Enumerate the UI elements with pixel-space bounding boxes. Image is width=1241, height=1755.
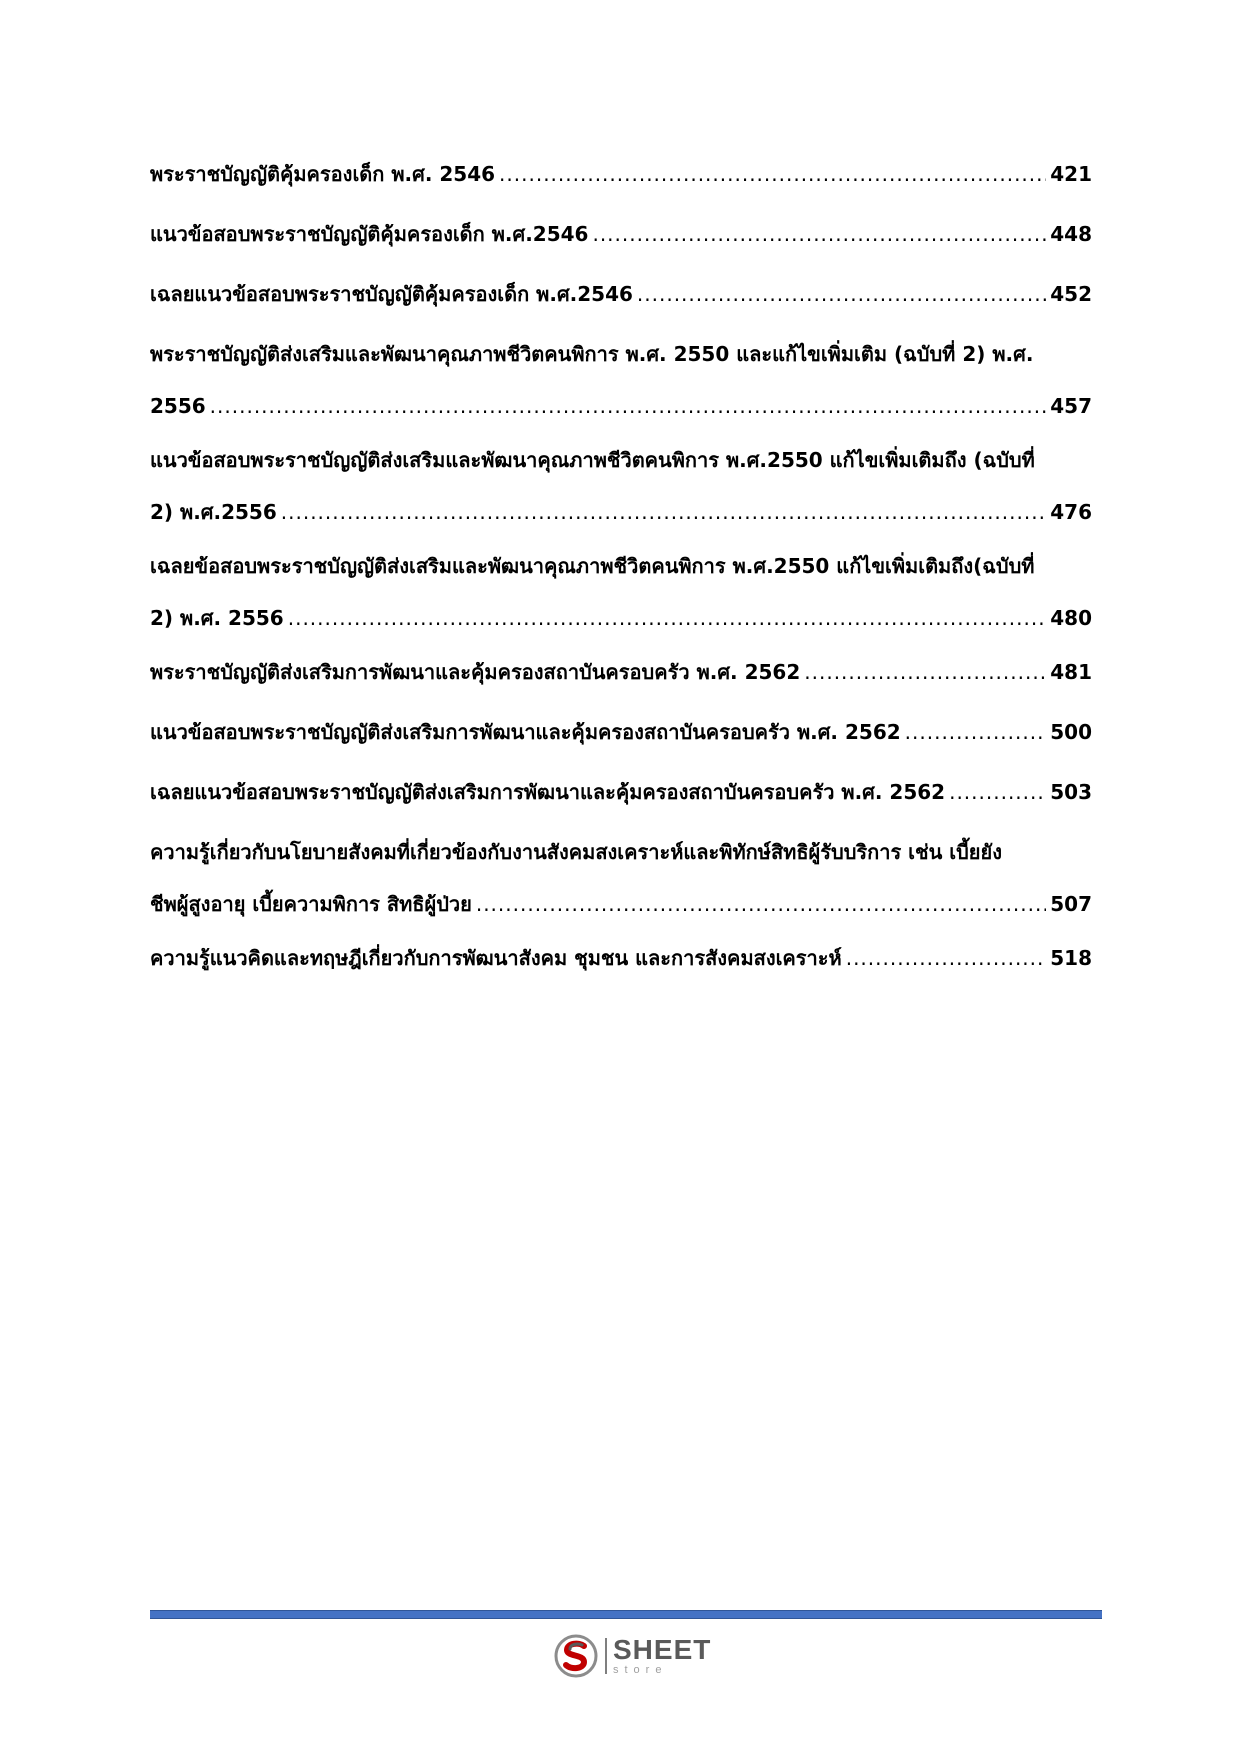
logo-text bbox=[613, 1636, 711, 1676]
toc-entry-title: แนวข้อสอบพระราชบัญญัติคุ้มครองเด็ก พ.ศ.2546 bbox=[150, 222, 589, 246]
dot-leader bbox=[476, 878, 1046, 930]
toc-entry[interactable] bbox=[150, 328, 1092, 434]
toc-entry[interactable] bbox=[150, 268, 1092, 328]
toc-entry[interactable] bbox=[150, 826, 1092, 932]
toc-entry-title-line-2: 2556 bbox=[150, 394, 206, 418]
sheet-store-s-mark-icon bbox=[553, 1633, 599, 1679]
dot-leader bbox=[499, 148, 1046, 200]
table-of-contents bbox=[150, 148, 1092, 992]
logo-separator bbox=[605, 1638, 607, 1674]
toc-entry[interactable] bbox=[150, 148, 1092, 208]
toc-entry[interactable] bbox=[150, 208, 1092, 268]
toc-entry-title: พระราชบัญญัติคุ้มครองเด็ก พ.ศ. 2546 bbox=[150, 162, 496, 186]
toc-entry-page: 518 bbox=[1050, 946, 1092, 970]
toc-entry-title-line-1: เฉลยข้อสอบพระราชบัญญัติส่งเสริมและพัฒนาคุณภาพชีวิตคนพิการ พ.ศ.2550 แก้ไขเพิ่มเติมถึง(ฉบับที่ bbox=[150, 554, 1035, 578]
toc-entry-page: 503 bbox=[1050, 780, 1092, 804]
toc-entry[interactable] bbox=[150, 932, 1092, 992]
toc-entry-title-line-1: แนวข้อสอบพระราชบัญญัติส่งเสริมและพัฒนาคุณภาพชีวิตคนพิการ พ.ศ.2550 แก้ไขเพิ่มเติมถึง (ฉบับที่ bbox=[150, 448, 1035, 472]
logo-subword: store bbox=[613, 1664, 668, 1676]
toc-entry-title: เฉลยแนวข้อสอบพระราชบัญญัติส่งเสริมการพัฒนาและคุ้มครองสถาบันครอบครัว พ.ศ. 2562 bbox=[150, 780, 946, 804]
toc-entry-title-line-2: 2) พ.ศ.2556 bbox=[150, 500, 277, 524]
dot-leader bbox=[905, 706, 1047, 758]
toc-entry-page: 457 bbox=[1050, 394, 1092, 418]
dot-leader bbox=[846, 932, 1047, 984]
toc-entry-page: 476 bbox=[1050, 500, 1092, 524]
dot-leader bbox=[949, 766, 1046, 818]
toc-entry-title: พระราชบัญญัติส่งเสริมการพัฒนาและคุ้มครองสถาบันครอบครัว พ.ศ. 2562 bbox=[150, 660, 801, 684]
toc-entry[interactable] bbox=[150, 766, 1092, 826]
footer-divider bbox=[150, 1610, 1102, 1619]
toc-entry-page: 421 bbox=[1050, 162, 1092, 186]
sheet-store-logo bbox=[553, 1630, 711, 1682]
toc-entry-title-line-1: ความรู้เกี่ยวกับนโยบายสังคมที่เกี่ยวข้องกับงานสังคมสงเคราะห์และพิทักษ์สิทธิผู้รับบริการ เช่น เบี้ยยัง bbox=[150, 840, 1002, 864]
toc-entry-title-line-1: พระราชบัญญัติส่งเสริมและพัฒนาคุณภาพชีวิตคนพิการ พ.ศ. 2550 และแก้ไขเพิ่มเติม (ฉบับที่ 2) พ.ศ. bbox=[150, 342, 1034, 366]
toc-entry[interactable] bbox=[150, 646, 1092, 706]
toc-entry-title-line-2: ชีพผู้สูงอายุ เบี้ยความพิการ สิทธิผู้ป่วย bbox=[150, 892, 472, 916]
dot-leader bbox=[288, 592, 1047, 644]
dot-leader bbox=[281, 486, 1046, 538]
toc-entry-title-line-2: 2) พ.ศ. 2556 bbox=[150, 606, 284, 630]
toc-entry-title: เฉลยแนวข้อสอบพระราชบัญญัติคุ้มครองเด็ก พ.ศ.2546 bbox=[150, 282, 633, 306]
toc-entry-page: 481 bbox=[1050, 660, 1092, 684]
toc-entry[interactable] bbox=[150, 706, 1092, 766]
toc-entry-page: 480 bbox=[1050, 606, 1092, 630]
logo-word: SHEET bbox=[613, 1634, 712, 1665]
toc-entry-page: 452 bbox=[1050, 282, 1092, 306]
toc-entry[interactable] bbox=[150, 540, 1092, 646]
toc-entry-title: แนวข้อสอบพระราชบัญญัติส่งเสริมการพัฒนาและคุ้มครองสถาบันครอบครัว พ.ศ. 2562 bbox=[150, 720, 901, 744]
toc-entry-page: 500 bbox=[1050, 720, 1092, 744]
dot-leader bbox=[637, 268, 1046, 320]
dot-leader bbox=[592, 208, 1046, 260]
toc-entry-page: 507 bbox=[1050, 892, 1092, 916]
toc-entry-title: ความรู้แนวคิดและทฤษฎีเกี่ยวกับการพัฒนาสังคม ชุมชน และการสังคมสงเคราะห์ bbox=[150, 946, 842, 970]
toc-entry[interactable] bbox=[150, 434, 1092, 540]
dot-leader bbox=[804, 646, 1046, 698]
toc-entry-page: 448 bbox=[1050, 222, 1092, 246]
dot-leader bbox=[210, 380, 1047, 432]
